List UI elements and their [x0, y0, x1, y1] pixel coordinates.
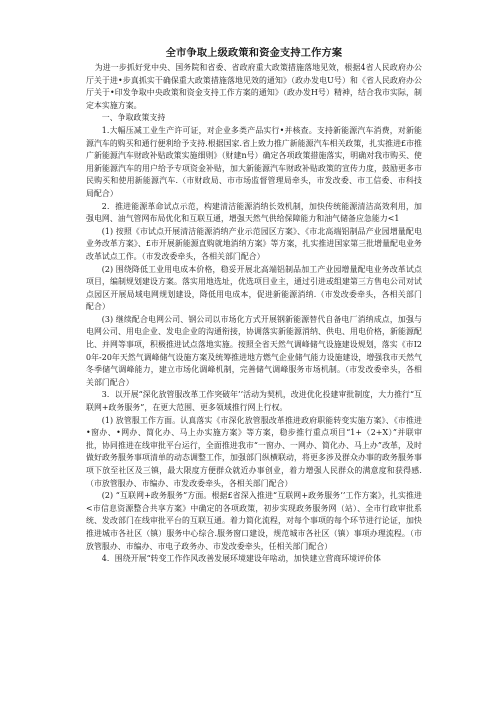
paragraph-item-1: 1.大幅压减工业生产许可证，对企业多类产品实行•并核查。支持新能源汽车消费，对新能源汽车的购买和通行便利给予支持.根据国家.省上致力推广新能源汽车相关政策，扎实推进£市推广新能源汽车财政补贴政策实施细则》（财建n号）确定各项政策措施落实，明确对我市购买、使用新能源汽车的用户给予专项资金补贴，加大新能源汽车财政补贴政策的宣传力度，鼓励更多市民购买和使用新能源汽车.（市财政局、市市场监督管理局牵头，市发改委、市工信委、市科技局配合） [86, 125, 422, 198]
section-heading: 一、争取政策支持 [101, 113, 166, 123]
paragraph-sub-item-2-2: (2) 围绕降低工业用电成本价格，稳妥开展北高端铝制品加工产业园增量配电业务改革试点项目，编制规划建设方案。落实用地选址，优选项目业主，通过引进或组建第三方售电公司对试点园区开展局域电网规划建设，降低用电成本，促进新能源消纳.（市发改委牵头，各相关部门配合） [86, 264, 422, 312]
paragraph-item-2: 2．推进能源革命试点示范，构建清洁能源消纳长效机制，加快传统能源清洁高效利用，加强电网、油气管网布局优化和互联互通，增强天然气供给保障能力和油气储备应急能力<1 [86, 201, 422, 224]
paragraph-item-4: 4．围绕开展“转变工作作风改善发展环境建设年啥动，加快建立营商环境评价体 [101, 554, 381, 564]
document-page [86, 46, 422, 566]
paragraph-sub-item-3-2: (2) “互联网+政务服务”方面。根据£省深入推进“互联网+政务服务’’工作方案》，扎实推进<市信息资源整合共享方案》中确定的各项政策，初步实现政务服务网（站）、全市行政审批系统、发改部门在线审批平台的互联互通。着力简化流程，对每个事项的每个环节进行论证，加快推进城市各社区（镇）服务中心综合.服务窗口建设，规范城市各社区（镇）事项办理流程。（市放管服办、市编办、市电子政务办、市发改委牵头，任相关部门配合） [86, 491, 422, 551]
paragraph-sub-item-2-3: (3) 继续配合电网公司、钢公司以市场化方式开展钢新能源替代自备电厂消纳成点，加强与电网公司、用电企业、发电企业的沟通衔接，协调落实新能源消纳、供电、用电价格，新能源配比、并网等事项，积极推进试点落地实施。按照全省天然气调峰储气设施建设规划，落实《市I20年-20年天然气调峰储气设施方案及统筹推进地方燃气企业储气能力设施建设，增强我市天然气冬季储气调峰能力，建立市场化调峰机制，完善储气调峰服务市场机制。（市发改委牵头，各相关部门配合） [86, 314, 422, 387]
paragraph-sub-item-3-1: (1) 放管服工作方面。认真落实《市深化放管服改革推进政府职能转变实施方案》、《市推进•窗办、•网办、简化办、马上办实施方案》等方案，稳步推行重点项目“1+（2+X）”并联审批，协同推进在线审批平台运行，全面推进我市“一窗办、一网办、简化办、马上办”改革，及时做好政务服务事项清单的动态调整工作，加强部门纵横联动，将更多涉及群众办事的政务服务事项下放至社区及三镇，最大限度方便群众就近办事创业，着力增强人民群众的满意度和获得感.（市放管服办、市编办、市发改委牵头，各相关部门配合） [86, 415, 422, 488]
paragraph-sub-item-2-1: (1) 按照《市试点开展清洁能源消纳产业示范园区方案》、《市北高端铝制品产业园增量配电业务改革方案》、£市开展新能源直购就地消纳方案》等方案，扎实推进国家第三批增量配电业务改革试点工作。（市发改委牵头，各相关部门配合） [86, 226, 422, 261]
intro-paragraph: 为进一步抓好党中央、国务院和省委、省政府重大政策措施落地见效，根据4省人民政府办公厅关于进•步真抓实干确保重大政策措施落地见效的通知》（政办发电U号）和《省人民政府办公厅关于•印发争取中央政策和资金支持工作方案的通知》（政办发H号）精神，结合我市实际，制定本实施方案。 [86, 63, 422, 110]
document-title: 全市争取上级政策和资金支持工作方案 [165, 47, 343, 59]
paragraph-item-3: 3．以开展“深化放管服改革工作突破年’’活动为契机，改进优化投建审批制度，大力推行“互联网+政务服务”，在更大范围、更多领域推行网上行权。 [86, 390, 422, 413]
